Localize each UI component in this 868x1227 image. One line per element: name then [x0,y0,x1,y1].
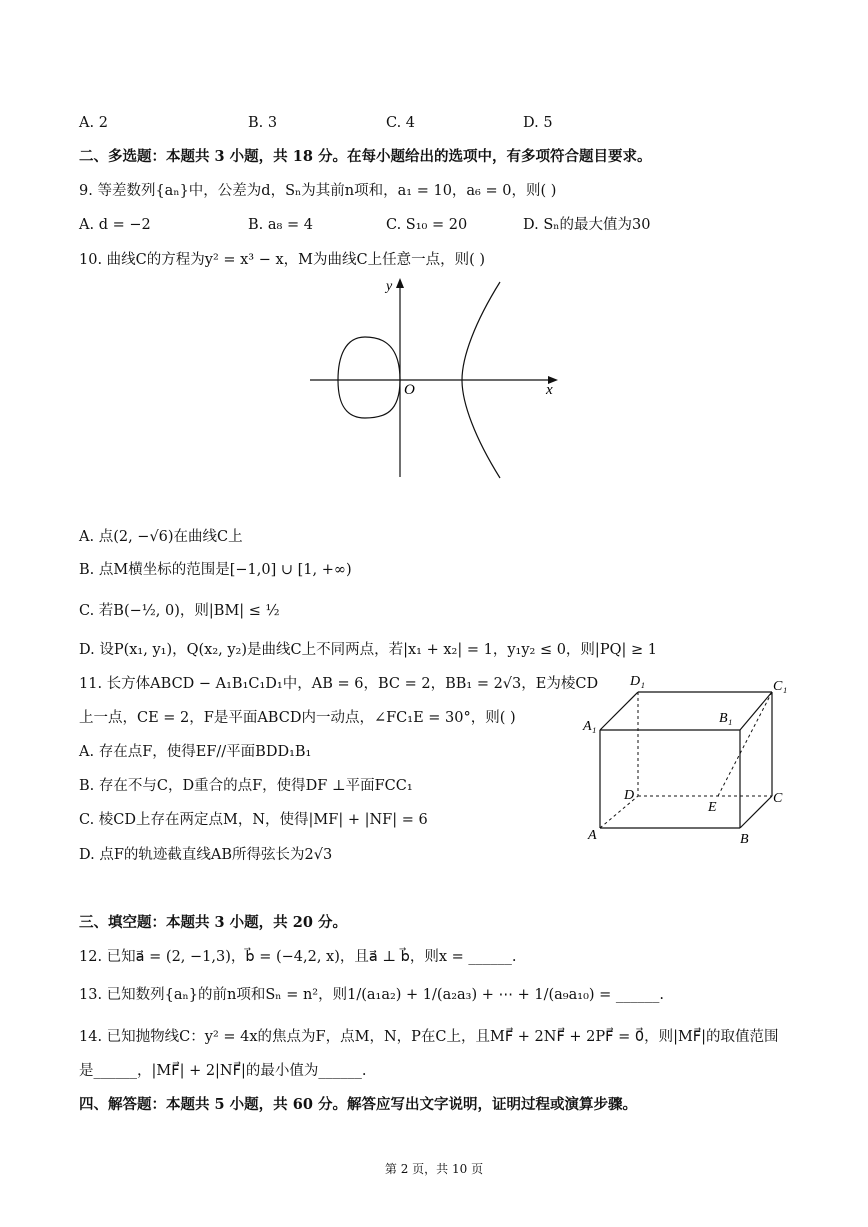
q11-option-b: B. 存在不与C，D重合的点F，使得DF ⊥平面FCC₁ [79,778,413,794]
q13-text: 13. 已知数列{aₙ}的前n项和Sₙ = n²，则1/(a₁a₂) + 1/(a₂a₃) + ⋯ + 1/(a₉a₁₀) = ______. [79,987,665,1003]
q11-cuboid-figure [578,668,798,850]
q11-label-b: B [740,832,749,847]
q11-label-d: D [624,788,635,803]
q8-option-b: B. 3 [248,115,278,131]
section4-heading: 四、解答题：本题共 5 小题，共 60 分。解答应写出文字说明，证明过程或演算步骤。 [79,1096,637,1113]
q10-stem: 10. 曲线C的方程为y² = x³ − x，M为曲线C上任意一点，则( ) [79,252,486,268]
q10-option-b: B. 点M横坐标的范围是[−1,0] ∪ [1, +∞) [79,562,352,578]
q9-option-b: B. a₈ = 4 [248,217,313,233]
q11-label-d1: D₁ [630,674,645,689]
q9-stem: 9. 等差数列{aₙ}中，公差为d，Sₙ为其前n项和，a₁ = 10，a₆ = 0，则( ) [79,183,557,199]
q10-axis-y-label: y [386,279,393,294]
section2-heading: 二、多选题：本题共 3 小题，共 18 分。在每小题给出的选项中，有多项符合题目要求。 [79,148,652,165]
q11-label-c: C [773,791,783,806]
q10-option-a: A. 点(2, −√6)在曲线C上 [79,529,243,545]
q10-option-d: D. 设P(x₁, y₁)，Q(x₂, y₂)是曲线C上不同两点，若|x₁ + x₂| = 1，y₁y₂ ≤ 0，则|PQ| ≥ 1 [79,642,657,658]
q10-origin-label: O [404,382,415,398]
q9-option-d: D. Sₙ的最大值为30 [523,217,651,233]
q11-option-c: C. 棱CD上存在两定点M，N，使得|MF| + |NF| = 6 [79,812,428,828]
q9-option-c: C. S₁₀ = 20 [386,217,468,233]
page-footer: 第 2 页，共 10 页 [384,1162,484,1176]
q10-curve-figure [300,272,570,487]
q8-option-d: D. 5 [523,115,553,131]
q8-option-c: C. 4 [386,115,416,131]
q11-label-e: E [708,800,717,815]
q9-option-a: A. d = −2 [79,217,151,233]
q11-label-b1: B₁ [719,711,733,726]
q11-option-a: A. 存在点F，使得EF//平面BDD₁B₁ [79,744,312,760]
q10-axis-x-label: x [546,382,553,398]
q11-label-a1: A₁ [583,719,597,734]
q12-text: 12. 已知a⃗ = (2, −1,3)，b⃗ = (−4,2, x)，且a⃗ ⊥ b⃗，则x = ______. [79,949,517,965]
q11-stem-line1: 11. 长方体ABCD − A₁B₁C₁D₁中，AB = 6，BC = 2，BB₁ = 2√3，E为棱CD [79,676,599,692]
q11-stem-line2: 上一点，CE = 2，F是平面ABCD内一动点，∠FC₁E = 30°，则( ) [79,710,516,726]
q8-option-a: A. 2 [79,115,108,131]
q10-option-c: C. 若B(−½, 0)，则|BM| ≤ ½ [79,603,280,619]
q14-line1: 14. 已知抛物线C：y² = 4x的焦点为F，点M，N，P在C上，且MF⃗ + 2NF⃗ + 2PF⃗ = 0⃗，则|MF⃗|的取值范围 [79,1029,779,1045]
q11-label-a: A [588,828,597,843]
q11-label-c1: C₁ [773,679,788,694]
q14-line2: 是______，|MF⃗| + 2|NF⃗|的最小值为______. [79,1063,367,1079]
q11-option-d: D. 点F的轨迹截直线AB所得弦长为2√3 [79,847,333,863]
section3-heading: 三、填空题：本题共 3 小题，共 20 分。 [79,914,347,931]
